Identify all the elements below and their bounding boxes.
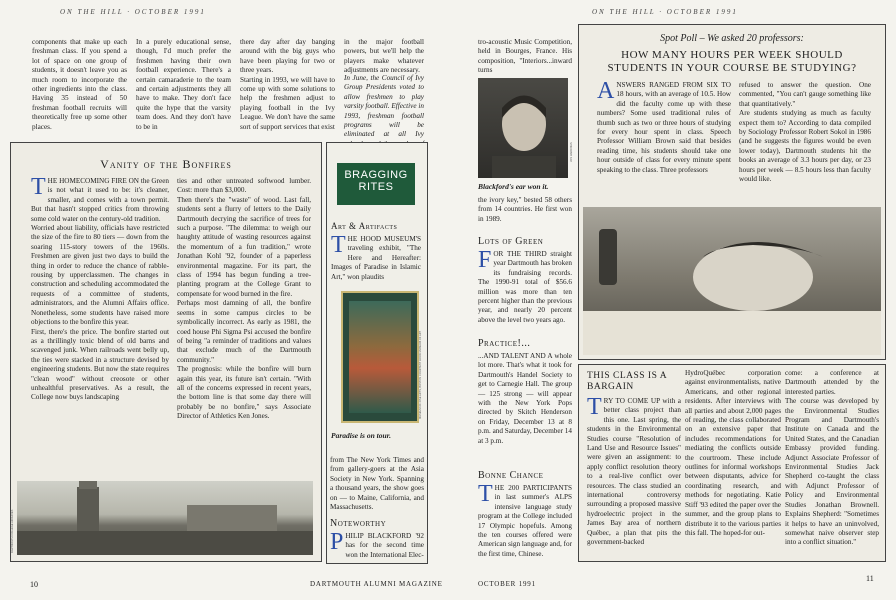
green-dropcap: F xyxy=(478,247,492,273)
bragging-rites-logo xyxy=(337,163,415,205)
top-column-4-note: In June, the Council of Ivy Group Presidents voted to allow freshmen to play varsity football. Effective in 1993, freshman football programs will be eliminated at all Ivy xyxy=(344,74,424,139)
bonfires-column-1 xyxy=(31,174,169,477)
art-artifacts-head: Art & Artifacts xyxy=(331,221,398,231)
lots-of-green-body xyxy=(478,247,572,334)
bonfire-photo xyxy=(17,481,313,555)
bargain-column-3: come: a conference at Dartmouth attended by the interested parties. The course was developed by the Environmental Studies Program and Dartmouth's Institute on Canada and the United States, and the Canadian Embassy provided funding. Adjunct Associate Professor of Environmental Studies Jack Shepherd co-taught the class with Adjunct Professor of Policy and Environmental Studies Jonathan Brownell. Explains Shepherd: "Sometimes it helps to have an uninvolved, somewhat naive observer step into a conflict situation." xyxy=(785,369,879,547)
bonfire-photo-credit: DARTMOUTH COLLEGE ARCHIVES xyxy=(11,509,14,553)
art-body-text: HE HOOD MUSEUM'S traveling exhibit, "The Here and Hereafter: Images of Paradise in Islamic Art," won plaudits xyxy=(331,235,421,281)
painting-image xyxy=(349,301,411,413)
noteworthy-text: HILIP BLACKFORD '92 has for the second time won the International Elec- xyxy=(345,532,424,559)
spot-poll-question: HOW MANY HOURS PER WEEK SHOULD STUDENTS IN YOUR COURSE BE STUDYING? xyxy=(607,49,857,74)
top-column-4: in the major football powers, but we'll help the players make whatever adjustments are necessary. xyxy=(344,38,424,75)
bonne-text: HE 200 PARTICIPANTS in last summer's ALPS intensive language study program at the College included 17 Olympic hopefuls. Among the ten courses offered were American sign language and, for the first time, Chinese. xyxy=(478,484,573,558)
sleeping-student-photo xyxy=(583,207,881,355)
blackford-photo-credit: JON HARRIMAN xyxy=(570,142,573,162)
bargain-column-1 xyxy=(587,394,681,557)
bonfires-box xyxy=(10,142,322,562)
top-column-3: there day after day banging around with the big guys who have been playing for two or three years. Starting in 1993, we will have to come up with some solutions to help the freshmen adjust to playing football in the Ivy League. We don't have the same sort of support services that exist xyxy=(240,38,335,131)
bragging-rites-line1: BRAGGING xyxy=(344,169,408,181)
bonfires-title: Vanity of the Bonfires xyxy=(100,157,232,171)
bargain-dropcap: T xyxy=(587,394,602,420)
painting-credit: MUSEUM OF FINE ARTS, BOSTON COURTESY HOOD MUSEUM OF ART xyxy=(419,330,422,419)
bargain-col1-text: RY TO COME UP with a better class project than this one. Last spring, the students in the Environmental Studies course "Resolution of Land Use and Resource Issues" were given an assignment: to apply conflict resolution theory to a real-live conflict over resources. The class studied an international controversy surrounding a proposed massive hydroelectric project in the James Bay area of northern Québec, a plan that pits the government-backed xyxy=(587,397,681,547)
bargain-column-2: HydroQuébec corporation against environmentalists, native Americans, and other regional residents. After interviews with all parties and about 2,000 pages of reading, the class collaborated on an extensive paper that includes recommendations for mediating the conflicts outside the courtroom. These include outlines for informal workshops between disputants, advice for coordinating research, and methods for negotiating. Katie Stiff '93 edited the paper over the summer, and the group plans to distribute it to the various parties this fall. The hoped-for out- xyxy=(685,369,781,537)
blackford-caption: Blackford's ear won it. xyxy=(478,182,549,191)
lots-of-green-head: Lots of Green xyxy=(478,236,544,247)
noteworthy-head: Noteworthy xyxy=(330,518,387,529)
bargain-title: THIS CLASS IS A BARGAIN xyxy=(587,371,667,392)
mid-top-text: tro-acoustic Music Competition, held in Bourges, France. His composition, "Interiors...inward turns xyxy=(478,38,572,75)
art-artifacts-body xyxy=(331,232,421,283)
left-running-header: ON THE HILL · OCTOBER 1991 xyxy=(60,8,206,16)
art-continued: from The New York Times and from gallery-goers at the Asia Society in New York. Spanning a thousand years, the show goes on — to Maine, California, and Massachusetts. xyxy=(330,456,424,512)
top-column-1: components that make up each freshman class. If you spend a lot of space on one group of students, it doesn't leave you as much room to incorporate the other ingredients into the class. Having 35 instead of 50 freshman football recruits will theoretically free up some other places. xyxy=(32,38,127,131)
blackford-portrait xyxy=(478,78,568,178)
left-footer-magazine: DARTMOUTH ALUMNI MAGAZINE xyxy=(310,580,443,588)
top-column-2: In a purely educational sense, though, I'd much prefer the freshmen having their own football experience. There's a certain camaraderie to the team and certain adjustments they all have to make. They don't face quite the hype that the varsity team does. And they don't have to be in xyxy=(136,38,231,131)
spot-poll-kicker: Spot Poll – We asked 20 professors: xyxy=(660,33,804,44)
practice-head: Practice!... xyxy=(478,338,531,349)
spot-poll-box xyxy=(578,24,886,360)
poll-dropcap: A xyxy=(597,78,615,104)
right-running-header: ON THE HILL · OCTOBER 1991 xyxy=(592,8,738,16)
bonfires-col1-text: HE HOMECOMING FIRE ON the Green is not what it used to be: it's cleaner, smaller, and comes with a town permit. But that hasn't stopped critics from throwing some cold water on the century-old tradition. Worried about liability, officials have restricted the size of the fire to 80 tiers — down from the soaring 115-story towers of the 1960s. Freshmen are given just two days to build the thing in order to reduce the chance of rabble-rousing by upperclassmen. The changes in construction and scheduling accommodated the requests of a committee of students, administrators, and the Alumni Affairs office. Nonetheless, some students have raised more objections to the bonfire this year. First, there's the price. The bonfire started out as a thrillingly toxic blend of old barns and scavenged junk. When railroads went belly up, the ties were stacked in a structure devised by engineering students. But now the state requires "clean wood" without creosote or other unhealthful preservatives. As a result, the College now buys landscaping xyxy=(31,177,169,402)
bonne-chance-head: Bonne Chance xyxy=(478,470,544,481)
bonne-chance-body xyxy=(478,481,573,576)
poll-col1-text: NSWERS RANGED FROM SIX TO 18 hours, with an average of 10.5. How did the faculty come up with these numbers? Some used traditional rules of thumb such as two or three hours of studying for every hour spent in class. Speech Professor William Brown said that besides reading time, his students should take one hour outside of class for every minute spent speaking to the class. Three professors xyxy=(597,81,731,174)
noteworthy-dropcap: P xyxy=(330,529,344,555)
painting-caption: Paradise is on tour. xyxy=(331,431,392,440)
bonne-dropcap: T xyxy=(478,481,493,507)
blackford-photo xyxy=(478,78,568,178)
right-page-number: 11 xyxy=(866,574,874,583)
spot-poll-column-1 xyxy=(597,78,731,201)
left-page-number: 10 xyxy=(30,580,38,589)
right-footer-date: OCTOBER 1991 xyxy=(478,580,536,588)
paradise-painting xyxy=(341,291,419,423)
sleeping-student-illustration xyxy=(583,207,881,355)
noteworthy-body xyxy=(330,529,424,560)
green-text: OR THE THIRD straight year Dartmouth has broken its fundraising records. The 1990-91 total of $56.6 million was more than ten percent higher than the previous year, and nearly 20 percent above the level two years ago. xyxy=(478,250,572,324)
bragging-rites-line2: RITES xyxy=(358,181,394,193)
art-dropcap: T xyxy=(331,232,346,258)
blackford-continued: the ivory key," bested 58 others from 14 countries. He first won in 1989. xyxy=(478,196,572,223)
bonfire-illustration xyxy=(17,481,313,555)
bargain-box xyxy=(578,364,886,562)
bonfires-column-2: ties and other untreated softwood lumber. Cost: more than $3,000. Then there's the "waste" of wood. Last fall, students sent a flurry of letters to the Daily Dartmouth decrying the sacrifice of trees for such a purpose. "The dilemma: to weigh our haughty attitude of wasting resources against the momentum of a fun tradition," wrote Jonathan Kohl '92, founder of a paperless environmental magazine. For its part, the class of 1994 has begun funding a tree-planting program at the College Grant to compensate for wood burned in the fire. Perhaps most damning of all, the bonfire seems in some campus circles to be symbolically incorrect. As early as 1981, the coed house Phi Sigma Psi accused the bonfire of being "a reminder of traditions and values that exclude much of the Dartmouth community." The prognosis: while the bonfire will burn again this year, its future isn't certain. "With all of the concerns expressed in recent years, the bottom line is that some day there will probably be no bonfire," says Associate Director of Athletics Ken Jones. xyxy=(177,177,311,421)
practice-body: ...AND TALENT AND A whole lot more. That's what it took for Dartmouth's Handel Society to get to Carnegie Hall. The group — 125 strong — will appear with the New York Pops directed by Skitch Henderson on Friday, December 13 at 8 p.m. and Saturday, December 14 at 3 p.m. xyxy=(478,352,572,445)
bonfires-dropcap: T xyxy=(31,174,46,200)
spot-poll-column-2: refused to answer the question. One commented, "You can't gauge something like that quantitatively." Are students studying as much as faculty expect them to? According to data compiled by Sociology Professor Robert Sokol in 1986 (and he suggests the figures would be even lower today), Dartmouth students hit the books an average of 3.3 hours per day, or 23 hours per week — 8.5 hours less than faculty would like. xyxy=(739,81,871,184)
